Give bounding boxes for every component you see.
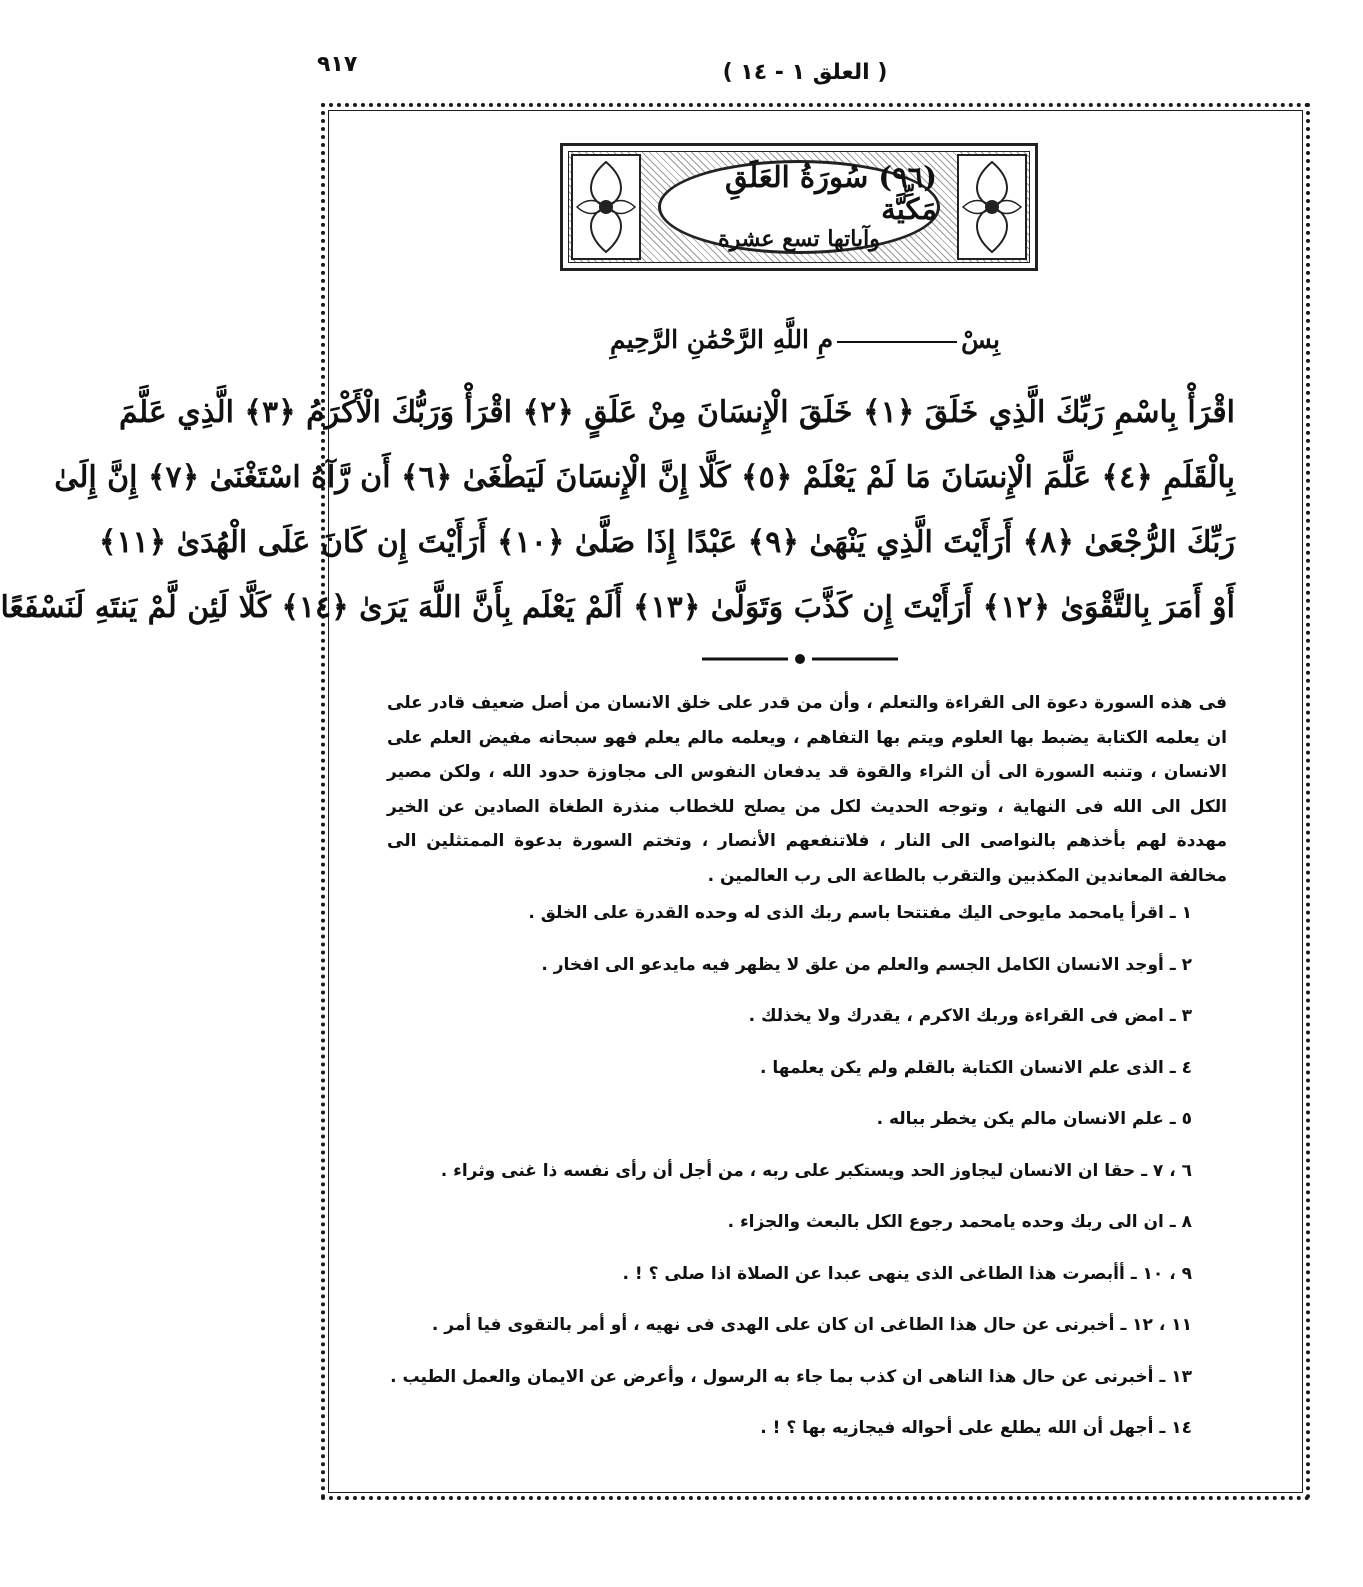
tafsir-item [387,1204,1192,1256]
quran-text-block [0,380,1235,640]
tafsir-text: أخبرنى عن حال هذا الناهى ان كذب بما جاء به الرسول ، وأعرض عن الايمان والعمل الطيب . [390,1366,1154,1387]
basmala-kashida [837,341,957,343]
surah-title-oval [658,160,940,254]
tafsir-item [387,1307,1192,1359]
basmala [247,325,1363,354]
quran-line: أَوْ أَمَرَ بِالتَّقْوَىٰ ﴿١٢﴾ أَرَأَيْتَ إِن كَذَّبَ وَتَوَلَّىٰ ﴿١٣﴾ أَلَمْ يَعْلَم بِأَنَّ اللَّهَ يَرَىٰ ﴿١٤﴾ كَلَّا لَئِن لَّمْ يَنتَهِ لَنَسْفَعًا [0,590,1235,625]
surah-title-cartouche [560,143,1038,271]
surah-introduction: فى هذه السورة دعوة الى القراءة والتعلم ، وأن من قدر على خلق الانسان من أصل ضعيف قادر على ان يعلمه الكتابة يضبط بها العلوم ويتم بها التفاهم ، ويعلمه مالم يعلم فهو سبحانه مفيض العلم على الانسان ، وتنبه السورة الى أن الثراء والقوة قد يدفعان النفوس الى مجاوزة حدود الله ، ولكن مصير الكل الى الله فى النهاية ، وتوجه الحديث لكل من يصلح للخطاب منذرة الطغاة الصادين عن الخير مهددة لهم بأخذهم بالنواصى الى النار ، فلاتنفعهم الأنصار ، وتختم السورة بدعوة الممتثلين الى مخالفة المعاندين المكذبين والتقرب بالطاعة الى رب العالمين . [387,693,1227,886]
tafsir-text: ان الى ربك وحده يامحمد رجوع الكل بالبعث والجزاء . [727,1212,1164,1232]
tafsir-text: أوجد الانسان الكامل الجسم والعلم من علق لا يظهر فيه مايدعو الى افخار . [541,954,1164,975]
tafsir-number: ٣ ـ [1169,1006,1192,1026]
tafsir-number: ٤ ـ [1169,1057,1192,1078]
arabesque-ornament-right-icon [957,154,1027,260]
tafsir-number: ١ ـ [1169,903,1192,923]
tafsir-text: أأبصرت هذا الطاغى الذى ينهى عبدا عن الصلاة اذا صلى ؟ ! . [622,1263,1125,1284]
tafsir-text: علم الانسان مالم يكن يخطر بباله . [876,1109,1164,1129]
basmala-start: بِسْ [961,325,1000,354]
tafsir-item [387,895,1192,947]
tafsir-text: الذى علم الانسان الكتابة بالقلم ولم يكن يعلمها . [759,1057,1164,1078]
quran-line: بِالْقَلَمِ ﴿٤﴾ عَلَّمَ الْإِنسَانَ مَا لَمْ يَعْلَمْ ﴿٥﴾ كَلَّا إِنَّ الْإِنسَانَ لَيَطْغَىٰ ﴿٦﴾ أَن رَّآهُ اسْتَغْنَىٰ ﴿٧﴾ إِنَّ إِلَىٰ [54,460,1235,495]
surah-name: (٩٦) سُورَةُ العَلَقِ مَكِّيَّة [725,159,937,226]
tafsir-item [387,1359,1192,1411]
tafsir-number: ١١ ، ١٢ ـ [1120,1315,1192,1335]
tafsir-item [387,1410,1192,1462]
tafsir-text: اقرأ يامحمد مايوحى اليك مفتتحا باسم ربك الذى له وحده القدرة على الخلق . [528,903,1164,923]
tafsir-item [387,1050,1192,1102]
tafsir-number: ٨ ـ [1169,1212,1192,1232]
tafsir-item [387,1153,1192,1205]
surah-verse-count: وآياتها تسع عشرة [718,225,880,252]
tafsir-item [387,998,1192,1050]
tafsir-number: ٢ ـ [1169,954,1192,975]
tafsir-text: حقا ان الانسان ليجاوز الحد ويستكبر على ربه ، من أجل أن رأى نفسه ذا غنى وثراء . [440,1160,1136,1181]
section-divider [700,653,900,665]
tafsir-item [387,947,1192,999]
tafsir-text: أجهل أن الله يطلع على أحواله فيجازيه بها ؟ ! . [760,1418,1154,1438]
quran-line: رَبِّكَ الرُّجْعَىٰ ﴿٨﴾ أَرَأَيْتَ الَّذِي يَنْهَىٰ ﴿٩﴾ عَبْدًا إِذَا صَلَّىٰ ﴿١٠﴾ أَرَأَيْتَ إِن كَانَ عَلَى الْهُدَىٰ ﴿١١﴾ [98,525,1235,560]
tafsir-item [387,1256,1192,1308]
page-number: ٩١٧ [317,52,358,77]
running-header: ( العلق ١ - ١٤ ) [722,60,888,85]
tafsir-list [387,895,1192,1462]
tafsir-number: ١٣ ـ [1159,1366,1192,1387]
tafsir-number: ٥ ـ [1169,1109,1192,1129]
tafsir-number: ٦ ، ٧ ـ [1141,1160,1192,1181]
tafsir-number: ٩ ، ١٠ ـ [1130,1263,1192,1284]
tafsir-text: امض فى القراءة وربك الاكرم ، يقدرك ولا يخذلك . [748,1006,1164,1026]
tafsir-item [387,1101,1192,1153]
tafsir-text: أخبرنى عن حال هذا الطاغى ان كان على الهدى فى نهيه ، أو أمر بالتقوى فيا أمر . [431,1315,1115,1335]
tafsir-number: ١٤ ـ [1159,1418,1192,1438]
basmala-rest: مِ اللَّهِ الرَّحْمَٰنِ الرَّحِيمِ [610,325,834,354]
quran-line: اقْرَأْ بِاسْمِ رَبِّكَ الَّذِي خَلَقَ ﴿١﴾ خَلَقَ الْإِنسَانَ مِنْ عَلَقٍ ﴿٢﴾ اقْرَأْ وَرَبُّكَ الْأَكْرَمُ ﴿٣﴾ الَّذِي عَلَّمَ [119,395,1235,430]
arabesque-ornament-left-icon [571,154,641,260]
